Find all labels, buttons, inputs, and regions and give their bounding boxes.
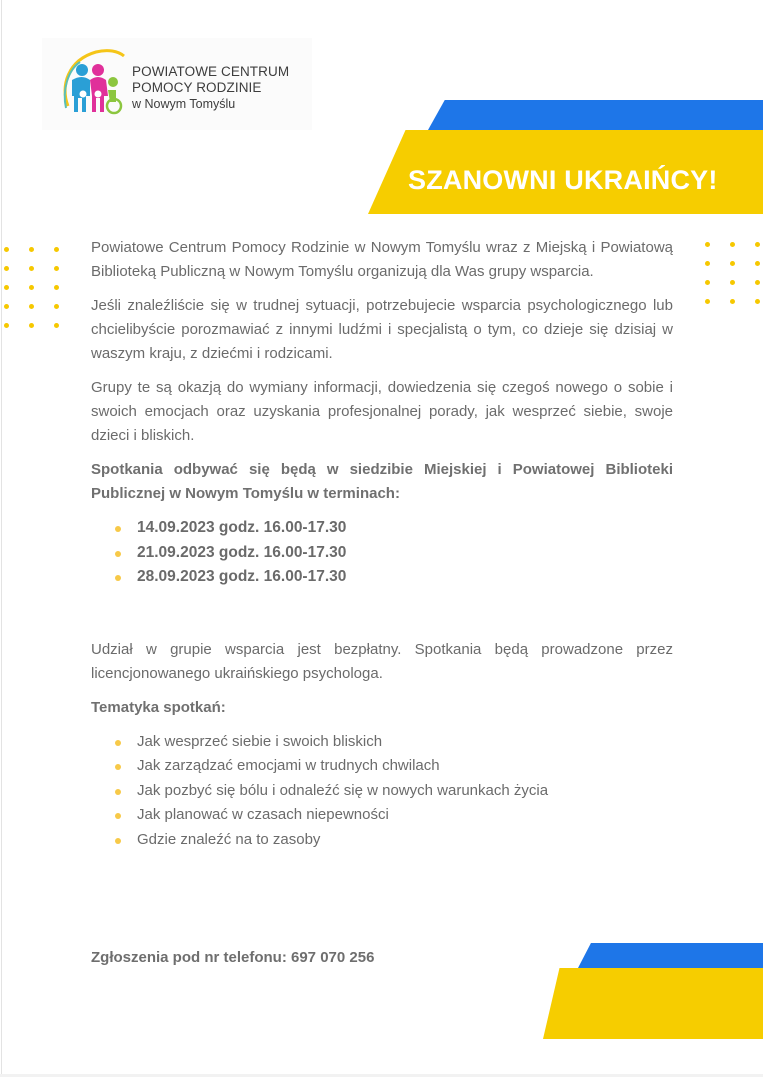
meeting-date-text: 14.09.2023 godz. 16.00-17.30 (137, 519, 347, 536)
topic-item (115, 803, 673, 828)
meeting-date-item (115, 541, 673, 566)
meeting-date-text: 21.09.2023 godz. 16.00-17.30 (137, 543, 347, 561)
bullet-icon (115, 789, 121, 795)
logo (42, 38, 312, 130)
topic-text: Jak wesprzeć siebie i swoich bliskich (137, 732, 383, 750)
intro-paragraph: Powiatowe Centrum Pomocy Rodzinie w Nowym Tomyślu wraz z Miejską i Powiatową Biblioteką Publiczną w Nowym Tomyślu organizują dla Was grupy wsparcia. (91, 239, 673, 280)
bullet-icon (115, 526, 121, 532)
footer-blue-stripe (578, 943, 763, 968)
free-participation-paragraph: Udział w grupie wsparcia jest bezpłatny. Spotkania będą prowadzone przez licencjonowanego ukraińskiego psychologa. (91, 640, 673, 682)
header-blue-stripe (428, 100, 763, 130)
topics-list (115, 730, 673, 853)
topic-item (115, 730, 673, 755)
body-content (91, 236, 673, 862)
logo-line-1: POWIATOWE CENTRUM (132, 64, 290, 79)
logo-text (132, 64, 289, 112)
meeting-date-item (115, 565, 673, 590)
location-paragraph: Spotkania odbywać się będą w siedzibie Miejskiej i Powiatowej Biblioteki Publicznej w Nowym Tomyślu w terminach: (91, 461, 673, 502)
topic-item (115, 779, 673, 804)
topics-heading: Tematyka spotkań: (91, 698, 226, 716)
logo-line-2: POMOCY RODZINIE (132, 80, 262, 95)
bullet-icon (115, 838, 121, 844)
meeting-date-item (115, 516, 673, 541)
situation-paragraph: Jeśli znaleźliście się w trudnej sytuacji, potrzebujecie wsparcia psychologicznego lub chcielibyście porozmawiać z innymi ludźmi i specjalistą o tym, co dzieje się dzisiaj w waszym kraju, z dziećmi i rodzicami. (91, 297, 673, 362)
bullet-icon (115, 551, 121, 557)
bullet-icon (115, 575, 121, 581)
topic-text: Jak planować w czasach niepewności (137, 806, 389, 823)
meeting-date-text: 28.09.2023 godz. 16.00-17.30 (137, 568, 347, 585)
family-logo-icon (58, 46, 128, 118)
bullet-icon (115, 740, 121, 746)
bullet-icon (115, 813, 121, 819)
page-bottom-edge (0, 1074, 763, 1077)
page-title: SZANOWNI UKRAIŃCY! (408, 165, 718, 195)
decorative-dots-left (4, 247, 59, 328)
footer-yellow-stripe (543, 968, 763, 1039)
topic-item (115, 828, 673, 853)
phone-contact: Zgłoszenia pod nr telefonu: 697 070 256 (91, 949, 375, 966)
topic-text: Jak zarządzać emocjami w trudnych chwilach (137, 757, 440, 774)
logo-line-3: w Nowym Tomyślu (132, 97, 236, 111)
bullet-icon (115, 764, 121, 770)
topic-text: Gdzie znaleźć na to zasoby (137, 830, 321, 848)
meeting-dates-list (115, 516, 673, 590)
decorative-dots-right (705, 242, 760, 304)
spacer (91, 600, 673, 638)
topic-item (115, 754, 673, 779)
groups-paragraph: Grupy te są okazją do wymiany informacji, dowiedzenia się czegoś nowego o sobie i swoich emocjach oraz uzyskania profesjonalnej porady, jak wesprzeć siebie, swoje dzieci i bliskich. (91, 379, 673, 444)
topic-text: Jak pozbyć się bólu i odnaleźć się w nowych warunkach życia (137, 781, 549, 799)
